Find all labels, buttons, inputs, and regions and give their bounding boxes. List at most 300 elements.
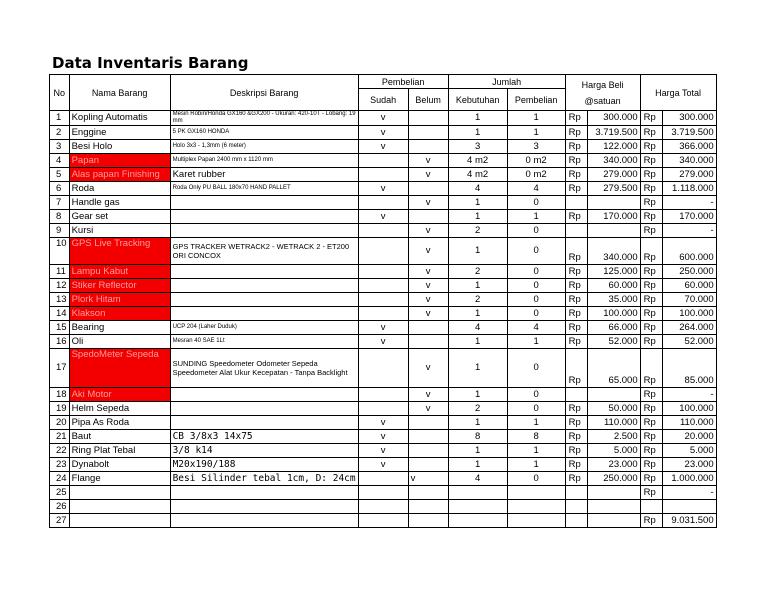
item-description: UCP 204 (Laher Duduk) xyxy=(170,321,358,335)
harga-total-value: 1.118.000 xyxy=(662,182,716,196)
table-row xyxy=(50,321,717,335)
pembelian-value: 4 xyxy=(507,321,565,335)
table-row xyxy=(50,388,717,402)
table-row xyxy=(50,293,717,307)
sudah-check xyxy=(358,514,408,528)
currency-label: Rp xyxy=(565,238,587,265)
item-name: Bearing xyxy=(69,321,170,335)
currency-label: Rp xyxy=(565,210,587,224)
table-row xyxy=(50,210,717,224)
currency-label xyxy=(640,500,662,514)
item-name xyxy=(69,486,170,500)
belum-check: v xyxy=(408,293,448,307)
harga-beli-value: 66.000 xyxy=(587,321,640,335)
kebutuhan-value: 4 xyxy=(448,472,507,486)
table-row xyxy=(50,196,717,210)
table-row xyxy=(50,279,717,293)
header-sudah: Sudah xyxy=(358,89,408,111)
harga-beli-value xyxy=(587,196,640,210)
sudah-check: v xyxy=(358,430,408,444)
header-jumlah: Jumlah xyxy=(448,75,565,89)
belum-check xyxy=(408,140,448,154)
item-description xyxy=(170,279,358,293)
kebutuhan-value: 1 xyxy=(448,196,507,210)
belum-check xyxy=(408,458,448,472)
item-description: Roda Only PU BALL 180x70 HAND PALLET xyxy=(170,182,358,196)
currency-label: Rp xyxy=(565,154,587,168)
currency-label: Rp xyxy=(565,307,587,321)
item-name xyxy=(69,279,170,293)
inventory-table xyxy=(49,74,717,528)
currency-label: Rp xyxy=(565,279,587,293)
table-row xyxy=(50,154,717,168)
item-name-label: Lampu Kabut xyxy=(71,265,129,277)
currency-label: Rp xyxy=(565,416,587,430)
currency-label: Rp xyxy=(565,430,587,444)
row-no: 27 xyxy=(50,514,70,528)
harga-beli-value: 23.000 xyxy=(587,458,640,472)
harga-total-value: 9.031.500 xyxy=(662,514,716,528)
harga-total-value: 85.000 xyxy=(662,349,716,388)
item-name-label: Alas papan Finishing xyxy=(71,168,160,180)
kebutuhan-value: 2 xyxy=(448,402,507,416)
sudah-check: v xyxy=(358,126,408,140)
table-row xyxy=(50,126,717,140)
table-row xyxy=(50,486,717,500)
sudah-check xyxy=(358,238,408,265)
pembelian-value: 0 xyxy=(507,196,565,210)
belum-check xyxy=(408,416,448,430)
kebutuhan-value: 1 xyxy=(448,349,507,388)
harga-beli-value: 35.000 xyxy=(587,293,640,307)
row-no: 1 xyxy=(50,111,70,126)
sudah-check: v xyxy=(358,111,408,126)
sudah-check xyxy=(358,500,408,514)
item-name xyxy=(69,238,170,265)
currency-label: Rp xyxy=(640,335,662,349)
currency-label: Rp xyxy=(640,140,662,154)
currency-label xyxy=(565,486,587,500)
harga-total-value: 5.000 xyxy=(662,444,716,458)
pembelian-value: 0 xyxy=(507,307,565,321)
row-no: 25 xyxy=(50,486,70,500)
currency-label xyxy=(565,514,587,528)
currency-label: Rp xyxy=(640,321,662,335)
currency-label: Rp xyxy=(640,307,662,321)
belum-check: v xyxy=(408,224,448,238)
item-description xyxy=(170,210,358,224)
currency-label: Rp xyxy=(565,265,587,279)
currency-label: Rp xyxy=(565,111,587,126)
pembelian-value: 1 xyxy=(507,458,565,472)
item-name-label: Aki Motor xyxy=(71,388,112,400)
pembelian-value: 1 xyxy=(507,111,565,126)
harga-total-value: 279.000 xyxy=(662,168,716,182)
item-name xyxy=(69,514,170,528)
harga-total-value: 52.000 xyxy=(662,335,716,349)
pembelian-value: 0 xyxy=(507,293,565,307)
table-body xyxy=(50,111,717,528)
row-no: 17 xyxy=(50,349,70,388)
sudah-check xyxy=(358,265,408,279)
kebutuhan-value: 2 xyxy=(448,265,507,279)
harga-total-value: 340.000 xyxy=(662,154,716,168)
currency-label: Rp xyxy=(565,182,587,196)
table-row xyxy=(50,444,717,458)
currency-label xyxy=(565,388,587,402)
harga-total-value: 3.719.500 xyxy=(662,126,716,140)
item-name xyxy=(69,154,170,168)
sudah-check xyxy=(358,293,408,307)
harga-total-value: 170.000 xyxy=(662,210,716,224)
currency-label: Rp xyxy=(565,126,587,140)
item-description xyxy=(170,196,358,210)
pembelian-value: 1 xyxy=(507,416,565,430)
item-name-label: Plork Hitam xyxy=(71,293,121,305)
kebutuhan-value xyxy=(448,514,507,528)
belum-check: v xyxy=(408,472,448,486)
harga-total-value: 110.000 xyxy=(662,416,716,430)
row-no: 9 xyxy=(50,224,70,238)
item-name: Oli xyxy=(69,335,170,349)
item-description xyxy=(170,514,358,528)
table-row xyxy=(50,182,717,196)
item-description xyxy=(170,402,358,416)
table-row xyxy=(50,472,717,486)
item-name: Besi Holo xyxy=(69,140,170,154)
currency-label: Rp xyxy=(640,265,662,279)
pembelian-value: 1 xyxy=(507,210,565,224)
sudah-check xyxy=(358,196,408,210)
harga-total-value: - xyxy=(662,388,716,402)
currency-label: Rp xyxy=(565,335,587,349)
currency-label: Rp xyxy=(565,140,587,154)
item-description xyxy=(170,416,358,430)
table-row xyxy=(50,140,717,154)
kebutuhan-value: 1 xyxy=(448,388,507,402)
belum-check xyxy=(408,514,448,528)
harga-total-value: 23.000 xyxy=(662,458,716,472)
header-harga-total: Harga Total xyxy=(640,75,716,111)
table-row xyxy=(50,402,717,416)
harga-beli-value xyxy=(587,486,640,500)
currency-label: Rp xyxy=(640,111,662,126)
row-no: 23 xyxy=(50,458,70,472)
item-name: Helm Sepeda xyxy=(69,402,170,416)
row-no: 3 xyxy=(50,140,70,154)
row-no: 4 xyxy=(50,154,70,168)
row-no: 13 xyxy=(50,293,70,307)
currency-label xyxy=(565,196,587,210)
header-jumlah-pembelian: Pembelian xyxy=(507,89,565,111)
harga-beli-value xyxy=(587,224,640,238)
table-row xyxy=(50,335,717,349)
item-name xyxy=(69,500,170,514)
row-no: 8 xyxy=(50,210,70,224)
currency-label: Rp xyxy=(640,444,662,458)
table-row xyxy=(50,458,717,472)
item-name: Roda xyxy=(69,182,170,196)
item-description: Karet rubber xyxy=(170,168,358,182)
item-description xyxy=(170,293,358,307)
item-description: SUNDING Speedometer Odometer Sepeda Speedometer Alat Ukur Kecepatan - Tanpa Backlight xyxy=(170,349,358,388)
kebutuhan-value: 4 m2 xyxy=(448,154,507,168)
kebutuhan-value: 1 xyxy=(448,307,507,321)
item-name xyxy=(69,265,170,279)
item-description: GPS TRACKER WETRACK2 - WETRACK 2 - ET200 ORI CONCOX xyxy=(170,238,358,265)
row-no: 7 xyxy=(50,196,70,210)
item-description: Mesran 40 SAE 1Lt xyxy=(170,335,358,349)
kebutuhan-value: 4 xyxy=(448,321,507,335)
belum-check xyxy=(408,182,448,196)
sudah-check: v xyxy=(358,321,408,335)
pembelian-value: 0 xyxy=(507,265,565,279)
table-row xyxy=(50,430,717,444)
harga-beli-value: 50.000 xyxy=(587,402,640,416)
item-description: Mesin Robin/Honda GX160 &GX200 - Ukuran: 420-10T - Lobang: 19 mm xyxy=(170,111,358,126)
belum-check: v xyxy=(408,402,448,416)
item-description xyxy=(170,500,358,514)
table-row xyxy=(50,514,717,528)
item-name xyxy=(69,307,170,321)
sudah-check xyxy=(358,349,408,388)
row-no: 18 xyxy=(50,388,70,402)
row-no: 10 xyxy=(50,238,70,265)
row-no: 12 xyxy=(50,279,70,293)
belum-check: v xyxy=(408,154,448,168)
currency-label: Rp xyxy=(640,238,662,265)
currency-label: Rp xyxy=(640,388,662,402)
row-no: 20 xyxy=(50,416,70,430)
sudah-check: v xyxy=(358,458,408,472)
belum-check: v xyxy=(408,196,448,210)
kebutuhan-value xyxy=(448,500,507,514)
currency-label: Rp xyxy=(565,321,587,335)
currency-label: Rp xyxy=(640,349,662,388)
harga-total-value: 60.000 xyxy=(662,279,716,293)
sudah-check xyxy=(358,472,408,486)
page-title: Data Inventaris Barang xyxy=(52,54,249,72)
pembelian-value: 1 xyxy=(507,335,565,349)
kebutuhan-value: 1 xyxy=(448,238,507,265)
header-no: No xyxy=(50,75,70,111)
sudah-check: v xyxy=(358,182,408,196)
harga-total-value xyxy=(662,500,716,514)
harga-beli-value xyxy=(587,388,640,402)
pembelian-value: 0 xyxy=(507,238,565,265)
kebutuhan-value: 1 xyxy=(448,416,507,430)
kebutuhan-value: 8 xyxy=(448,430,507,444)
harga-beli-value xyxy=(587,514,640,528)
belum-check xyxy=(408,500,448,514)
row-no: 11 xyxy=(50,265,70,279)
header-harga-beli xyxy=(565,75,640,111)
header-pembelian: Pembelian xyxy=(358,75,448,89)
currency-label: Rp xyxy=(640,196,662,210)
item-name: Enggine xyxy=(69,126,170,140)
header-harga-beli-unit: @satuan xyxy=(584,95,621,106)
item-description: Besi Silinder tebal 1cm, D: 24cm xyxy=(170,472,358,486)
harga-beli-value: 340.000 xyxy=(587,238,640,265)
item-description xyxy=(170,486,358,500)
row-no: 5 xyxy=(50,168,70,182)
pembelian-value: 1 xyxy=(507,444,565,458)
kebutuhan-value: 1 xyxy=(448,335,507,349)
item-name: Gear set xyxy=(69,210,170,224)
belum-check: v xyxy=(408,265,448,279)
harga-total-value: 100.000 xyxy=(662,307,716,321)
currency-label: Rp xyxy=(565,293,587,307)
kebutuhan-value: 2 xyxy=(448,224,507,238)
item-name xyxy=(69,388,170,402)
currency-label: Rp xyxy=(565,402,587,416)
belum-check: v xyxy=(408,168,448,182)
currency-label: Rp xyxy=(640,472,662,486)
row-no: 26 xyxy=(50,500,70,514)
belum-check xyxy=(408,335,448,349)
pembelian-value: 0 xyxy=(507,279,565,293)
sudah-check: v xyxy=(358,416,408,430)
harga-beli-value: 250.000 xyxy=(587,472,640,486)
table-row xyxy=(50,500,717,514)
belum-check: v xyxy=(408,238,448,265)
header-belum: Belum xyxy=(408,89,448,111)
item-name: Flange xyxy=(69,472,170,486)
pembelian-value: 0 xyxy=(507,224,565,238)
item-description xyxy=(170,388,358,402)
row-no: 22 xyxy=(50,444,70,458)
kebutuhan-value: 3 xyxy=(448,140,507,154)
harga-beli-value: 279.500 xyxy=(587,182,640,196)
item-name-label: GPS Live Tracking xyxy=(71,238,151,249)
table-row xyxy=(50,224,717,238)
header-nama: Nama Barang xyxy=(69,75,170,111)
pembelian-value: 4 xyxy=(507,182,565,196)
item-name xyxy=(69,349,170,388)
belum-check xyxy=(408,430,448,444)
header-harga-beli-label: Harga Beli xyxy=(581,79,624,90)
harga-total-value: 250.000 xyxy=(662,265,716,279)
item-description: CB 3/8x3 14x75 xyxy=(170,430,358,444)
harga-total-value: 20.000 xyxy=(662,430,716,444)
header-deskripsi: Deskripsi Barang xyxy=(170,75,358,111)
table-row xyxy=(50,168,717,182)
item-name: Pipa As Roda xyxy=(69,416,170,430)
pembelian-value: 0 xyxy=(507,388,565,402)
sudah-check xyxy=(358,154,408,168)
row-no: 15 xyxy=(50,321,70,335)
item-description: Holo 3x3 - 1,3mm (6 meter) xyxy=(170,140,358,154)
harga-beli-value: 125.000 xyxy=(587,265,640,279)
kebutuhan-value: 1 xyxy=(448,444,507,458)
item-description: 3/8 k14 xyxy=(170,444,358,458)
currency-label: Rp xyxy=(565,444,587,458)
kebutuhan-value: 4 xyxy=(448,182,507,196)
pembelian-value xyxy=(507,500,565,514)
harga-beli-value: 170.000 xyxy=(587,210,640,224)
harga-beli-value: 3.719.500 xyxy=(587,126,640,140)
harga-total-value: - xyxy=(662,224,716,238)
currency-label: Rp xyxy=(565,458,587,472)
harga-beli-value: 52.000 xyxy=(587,335,640,349)
row-no: 21 xyxy=(50,430,70,444)
item-name: Dynabolt xyxy=(69,458,170,472)
harga-beli-value: 122.000 xyxy=(587,140,640,154)
table-row xyxy=(50,349,717,388)
belum-check: v xyxy=(408,349,448,388)
row-no: 14 xyxy=(50,307,70,321)
kebutuhan-value: 1 xyxy=(448,210,507,224)
harga-total-value: 366.000 xyxy=(662,140,716,154)
item-name-label: Stiker Reflector xyxy=(71,279,137,291)
harga-total-value: - xyxy=(662,486,716,500)
item-description: Multiplex Papan 2400 mm x 1120 mm xyxy=(170,154,358,168)
currency-label: Rp xyxy=(640,458,662,472)
table-row xyxy=(50,307,717,321)
table-row xyxy=(50,265,717,279)
row-no: 24 xyxy=(50,472,70,486)
item-name-label: Papan xyxy=(71,154,100,166)
sudah-check xyxy=(358,224,408,238)
harga-beli-value: 5.000 xyxy=(587,444,640,458)
item-description xyxy=(170,224,358,238)
currency-label xyxy=(565,224,587,238)
currency-label: Rp xyxy=(640,416,662,430)
pembelian-value: 8 xyxy=(507,430,565,444)
harga-total-value: 600.000 xyxy=(662,238,716,265)
harga-total-value: 100.000 xyxy=(662,402,716,416)
pembelian-value: 0 m2 xyxy=(507,168,565,182)
harga-total-value: 264.000 xyxy=(662,321,716,335)
item-name: Kopling Automatis xyxy=(69,111,170,126)
table-row xyxy=(50,416,717,430)
sudah-check: v xyxy=(358,444,408,458)
currency-label: Rp xyxy=(640,486,662,500)
row-no: 2 xyxy=(50,126,70,140)
currency-label: Rp xyxy=(565,168,587,182)
harga-beli-value: 279.000 xyxy=(587,168,640,182)
header-kebutuhan: Kebutuhan xyxy=(448,89,507,111)
currency-label xyxy=(565,500,587,514)
item-description xyxy=(170,265,358,279)
harga-beli-value: 300.000 xyxy=(587,111,640,126)
pembelian-value xyxy=(507,486,565,500)
kebutuhan-value: 1 xyxy=(448,279,507,293)
pembelian-value: 0 xyxy=(507,402,565,416)
belum-check: v xyxy=(408,307,448,321)
harga-beli-value xyxy=(587,500,640,514)
pembelian-value: 3 xyxy=(507,140,565,154)
currency-label: Rp xyxy=(565,349,587,388)
harga-total-value: 300.000 xyxy=(662,111,716,126)
sudah-check xyxy=(358,486,408,500)
kebutuhan-value: 2 xyxy=(448,293,507,307)
item-name-label: Klakson xyxy=(71,307,106,319)
item-name: Handle gas xyxy=(69,196,170,210)
currency-label: Rp xyxy=(640,293,662,307)
harga-beli-value: 60.000 xyxy=(587,279,640,293)
pembelian-value: 0 m2 xyxy=(507,154,565,168)
item-name: Ring Plat Tebal xyxy=(69,444,170,458)
currency-label: Rp xyxy=(640,430,662,444)
kebutuhan-value: 4 m2 xyxy=(448,168,507,182)
sudah-check xyxy=(358,402,408,416)
pembelian-value: 1 xyxy=(507,126,565,140)
harga-total-value: - xyxy=(662,196,716,210)
currency-label: Rp xyxy=(640,126,662,140)
currency-label: Rp xyxy=(640,182,662,196)
pembelian-value: 0 xyxy=(507,472,565,486)
